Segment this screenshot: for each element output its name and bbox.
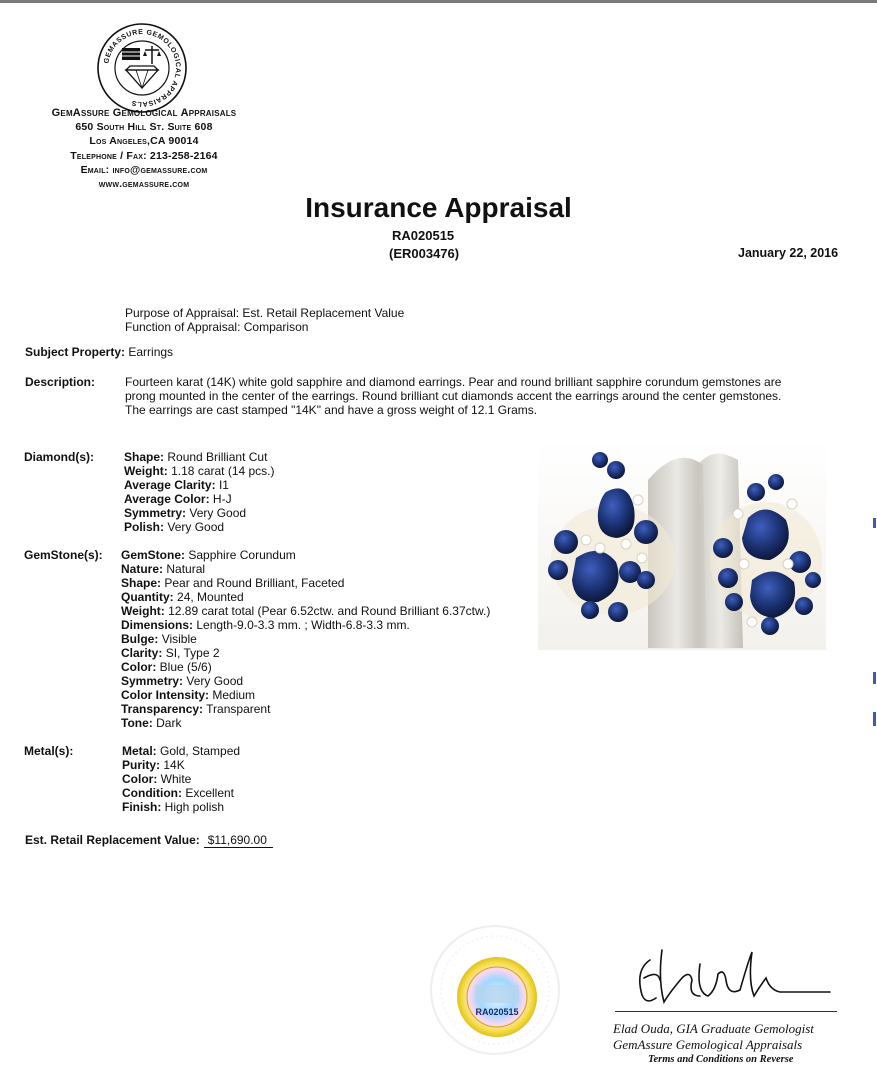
description-label: Description: bbox=[25, 375, 96, 389]
company-email: Email: info@gemassure.com bbox=[80, 163, 208, 176]
field-key: Purity: bbox=[122, 758, 161, 772]
field-key: Shape: bbox=[124, 450, 165, 464]
company-address-line1: 650 South Hill St. Suite 608 bbox=[75, 121, 213, 134]
field-row bbox=[121, 604, 490, 618]
field-value: Visible bbox=[161, 632, 197, 646]
field-row bbox=[122, 786, 240, 800]
description-line: prong mounted in the center of the earrings. Round brilliant cut diamonds accent the earrings around the center gemstones. bbox=[125, 389, 782, 403]
field-row bbox=[124, 506, 275, 520]
field-row bbox=[122, 800, 240, 814]
company-phone: Telephone / Fax: 213-258-2164 bbox=[70, 149, 218, 162]
field-row bbox=[121, 702, 490, 716]
field-key: Symmetry: bbox=[124, 506, 187, 520]
field-value: Very Good bbox=[186, 674, 244, 688]
field-value: 14K bbox=[163, 758, 185, 772]
diamonds-label: Diamond(s): bbox=[24, 450, 94, 464]
gemassure-logo bbox=[96, 22, 188, 114]
field-key: Color: bbox=[121, 660, 157, 674]
field-row bbox=[122, 758, 240, 772]
field-row bbox=[122, 744, 240, 758]
subject-value: Earrings bbox=[128, 345, 174, 359]
field-value: Natural bbox=[166, 562, 206, 576]
field-value: White bbox=[160, 772, 192, 786]
company-name: GemAssure Gemological Appraisals bbox=[51, 107, 237, 119]
logo-seal-text: GEMASSURE GEMOLOGICAL APPRAISALS bbox=[103, 28, 182, 108]
retail-value-amount: $11,690.00 bbox=[204, 833, 273, 848]
purpose-block bbox=[125, 306, 404, 334]
field-value: Sapphire Corundum bbox=[188, 548, 296, 562]
field-key: Condition: bbox=[122, 786, 182, 800]
diamonds-fields bbox=[124, 450, 275, 534]
function-line: Function of Appraisal: Comparison bbox=[125, 320, 309, 334]
field-key: Weight: bbox=[121, 604, 165, 618]
field-key: Color: bbox=[122, 772, 158, 786]
field-value: Excellent bbox=[185, 786, 235, 800]
description-line: The earrings are cast stamped "14K" and have a gross weight of 12.1 Grams. bbox=[125, 403, 538, 417]
company-address-block bbox=[20, 106, 268, 191]
retail-value-label: Est. Retail Replacement Value: bbox=[25, 833, 200, 847]
appraisal-date: January 22, 2016 bbox=[738, 246, 839, 260]
field-row bbox=[121, 716, 490, 728]
field-key: Average Clarity: bbox=[124, 478, 216, 492]
field-value: Pear and Round Brilliant, Faceted bbox=[164, 576, 345, 590]
gemstones-label: GemStone(s): bbox=[24, 548, 103, 562]
field-key: Clarity: bbox=[121, 646, 163, 660]
field-row bbox=[124, 478, 275, 492]
field-value: Dark bbox=[156, 716, 182, 728]
field-value: Blue (5/6) bbox=[159, 660, 212, 674]
field-key: Transparency: bbox=[121, 702, 204, 716]
top-border bbox=[0, 0, 877, 3]
terms-note: Terms and Conditions on Reverse bbox=[648, 1054, 794, 1065]
field-value: Length-9.0-3.3 mm. ; Width-6.8-3.3 mm. bbox=[196, 618, 410, 632]
er-number: (ER003476) bbox=[389, 246, 460, 261]
field-key: Metal: bbox=[122, 744, 157, 758]
field-key: Nature: bbox=[121, 562, 164, 576]
field-row bbox=[124, 492, 275, 506]
purpose-line: Purpose of Appraisal: Est. Retail Replacement Value bbox=[125, 306, 405, 320]
field-key: Average Color: bbox=[124, 492, 210, 506]
field-value: Round Brilliant Cut bbox=[167, 450, 268, 464]
field-value: I1 bbox=[218, 478, 229, 492]
appraiser-company: GemAssure Gemological Appraisals bbox=[613, 1037, 803, 1052]
field-value: Medium bbox=[212, 688, 256, 702]
retail-value-row bbox=[25, 833, 273, 847]
appraisal-number: RA020515 bbox=[392, 228, 455, 243]
field-value: Very Good bbox=[189, 506, 247, 520]
field-value: 1.18 carat (14 pcs.) bbox=[171, 464, 275, 478]
description-text bbox=[125, 375, 825, 417]
field-row bbox=[122, 772, 240, 786]
field-value: Gold, Stamped bbox=[160, 744, 241, 758]
field-row bbox=[121, 618, 490, 632]
field-value: Transparent bbox=[206, 702, 271, 716]
field-row bbox=[121, 646, 490, 660]
field-value: 24, Mounted bbox=[177, 590, 244, 604]
field-row bbox=[121, 660, 490, 674]
field-value: Very Good bbox=[167, 520, 225, 534]
field-key: Dimensions: bbox=[121, 618, 194, 632]
field-row bbox=[121, 562, 490, 576]
field-key: Bulge: bbox=[121, 632, 159, 646]
field-key: Quantity: bbox=[121, 590, 174, 604]
field-row bbox=[121, 688, 490, 702]
field-value: High polish bbox=[164, 800, 225, 814]
field-key: Shape: bbox=[121, 576, 162, 590]
field-key: Symmetry: bbox=[121, 674, 184, 688]
hologram-seal bbox=[455, 955, 539, 1039]
appraiser-name: Elad Ouda, GIA Graduate Gemologist bbox=[613, 1021, 814, 1036]
subject-label: Subject Property: bbox=[25, 345, 126, 359]
field-row bbox=[124, 464, 275, 478]
field-row bbox=[124, 520, 275, 534]
field-row bbox=[121, 590, 490, 604]
edge-mark bbox=[873, 672, 876, 684]
seal-number: RA020515 bbox=[475, 1007, 519, 1017]
metals-label: Metal(s): bbox=[24, 744, 74, 758]
company-address-line2: Los Angeles,CA 90014 bbox=[89, 135, 199, 148]
field-key: Tone: bbox=[121, 716, 153, 728]
gemstones-fields bbox=[121, 548, 490, 728]
field-row bbox=[124, 450, 275, 464]
field-value: H-J bbox=[212, 492, 232, 506]
field-key: Weight: bbox=[124, 464, 168, 478]
field-row bbox=[121, 674, 490, 688]
company-website: www.gemassure.com bbox=[98, 178, 190, 191]
field-key: GemStone: bbox=[121, 548, 186, 562]
description-line: Fourteen karat (14K) white gold sapphire and diamond earrings. Pear and round brilliant sapphire corundum gemstones are bbox=[125, 375, 782, 389]
earrings-photo bbox=[538, 440, 826, 650]
signature-line bbox=[615, 1011, 837, 1012]
field-key: Polish: bbox=[124, 520, 165, 534]
metals-fields bbox=[122, 744, 240, 814]
document-title: Insurance Appraisal bbox=[305, 192, 572, 223]
field-value: SI, Type 2 bbox=[165, 646, 220, 660]
field-key: Color Intensity: bbox=[121, 688, 210, 702]
signature bbox=[630, 940, 840, 1010]
edge-mark bbox=[873, 712, 876, 726]
edge-mark bbox=[873, 518, 876, 528]
subject-property bbox=[25, 345, 173, 359]
field-row bbox=[121, 548, 490, 562]
field-row bbox=[121, 632, 490, 646]
field-value: 12.89 carat total (Pear 6.52ctw. and Round Brilliant 6.37ctw.) bbox=[168, 604, 491, 618]
field-key: Finish: bbox=[122, 800, 162, 814]
field-row bbox=[121, 576, 490, 590]
